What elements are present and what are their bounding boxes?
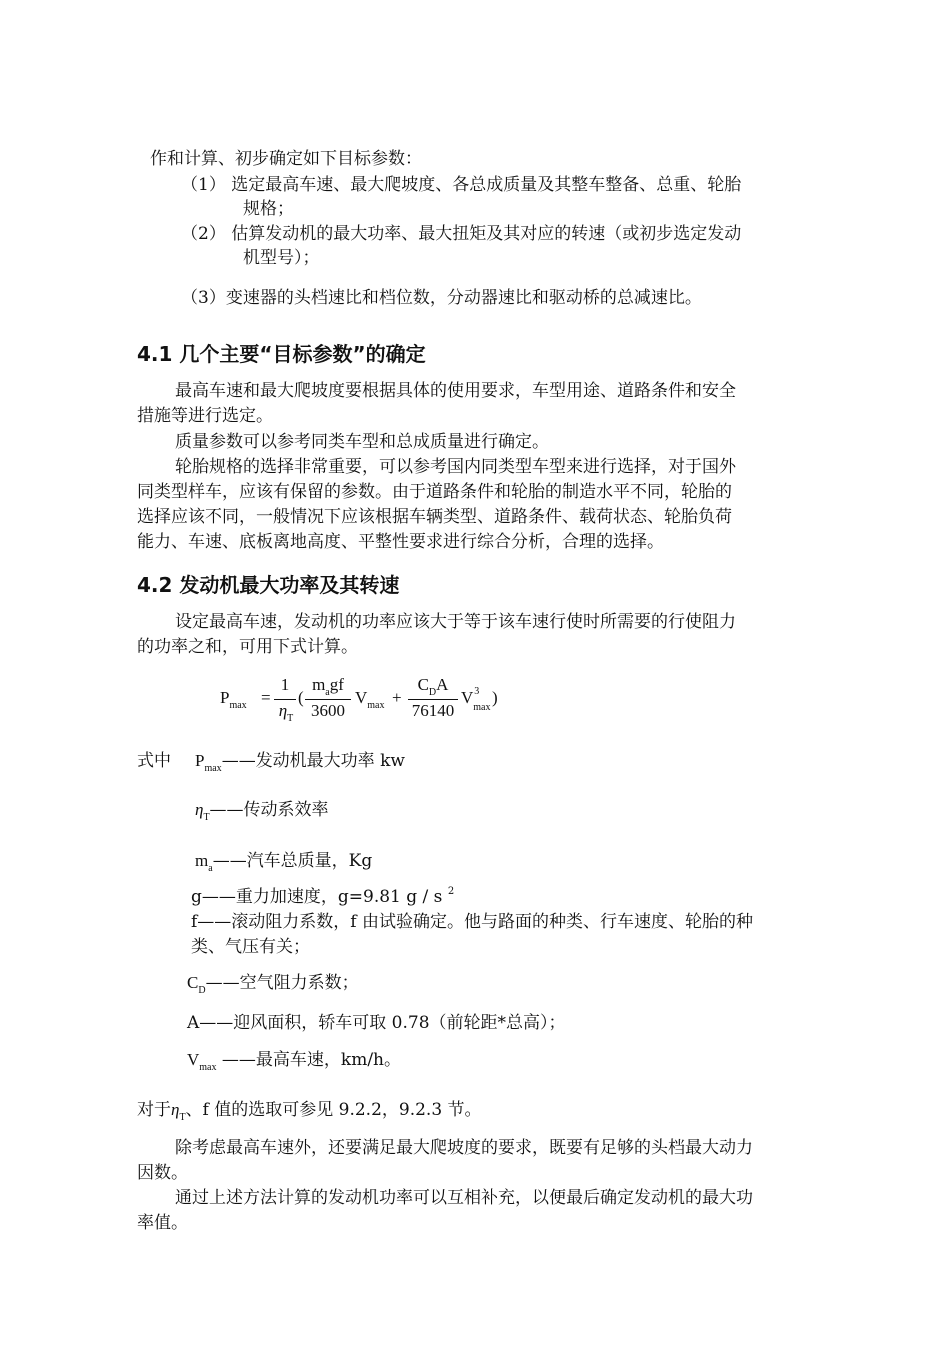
list-item-2-cont: 机型号）； [243,248,320,268]
formula-v: $V_{max}$ [355,688,385,711]
reference-line: 对于$\eta_T$、f 值的选取可参见 9.2.2，9.2.3 节。 [137,1100,482,1123]
def-eta: $\eta_T——$传动系效率 [195,800,329,823]
fraction-bar [274,699,296,700]
formula-rparen: ) [492,688,498,707]
fraction-2-num: $m_agf$ [312,675,344,698]
fraction-1-den: $\eta_T$ [278,701,294,724]
fraction-1-num: 1 [280,675,290,694]
definitions-label: 式中 [137,751,171,771]
paragraph: 通过上述方法计算的发动机功率可以互相补充，以便最后确定发动机的最大功 [175,1188,753,1208]
formula-plus: + [392,688,402,707]
def-ma: $m_a——$汽车总质量，Kg [195,851,373,874]
section-heading-4-2: 4.2 发动机最大功率及其转速 [137,573,400,597]
paragraph: 质量参数可以参考同类车型和总成质量进行确定。 [175,432,549,452]
fraction-3-num: $C_DA$ [417,675,449,698]
formula-v-cubed: V 3 max [461,686,491,713]
paragraph: 因数。 [137,1163,188,1183]
def-pmax: $P_{max}——$发动机最大功率 kw [195,751,405,774]
section-heading-4-1: 4.1 几个主要“目标参数”的确定 [137,342,426,366]
fraction-bar [408,699,458,700]
fraction-bar [305,699,351,700]
def-cd: $C_D——$空气阻力系数； [187,973,359,996]
list-item-1: （1） 选定最高车速、最大爬坡度、各总成质量及其整车整备、总重、轮胎 [181,175,742,195]
paragraph: 能力、车速、底板离地高度、平整性要求进行综合分析，合理的选择。 [137,532,664,552]
intro-line: 作和计算、初步确定如下目标参数： [150,149,422,169]
formula-lparen: ( [298,688,304,707]
paragraph: 率值。 [137,1213,188,1233]
def-a: A——迎风面积，轿车可取 0.78（前轮距*总高）； [187,1013,566,1033]
paragraph: 措施等进行选定。 [137,406,273,426]
paragraph: 设定最高车速，发动机的功率应该大于等于该车速行使时所需要的行使阻力 [175,612,736,632]
paragraph: 同类型样车，应该有保留的参数。由于道路条件和轮胎的制造水平不同，轮胎的 [137,482,732,502]
fraction-3-den: 76140 [411,701,455,720]
list-item-1-cont: 规格； [243,199,294,219]
list-item-3: （3）变速器的头档速比和档位数，分动器速比和驱动桥的总减速比。 [181,288,702,308]
list-item-2: （2） 估算发动机的最大功率、最大扭矩及其对应的转速（或初步选定发动 [181,224,742,244]
def-vmax: $V_{max}$ ——最高车速，km/h。 [187,1050,402,1073]
fraction-2-den: 3600 [311,701,345,720]
formula-p: $P_{max}$ [220,688,247,711]
paragraph: 的功率之和，可用下式计算。 [137,637,358,657]
paragraph: 选择应该不同，一般情况下应该根据车辆类型、道路条件、载荷状态、轮胎负荷 [137,507,732,527]
paragraph: 除考虑最高车速外，还要满足最大爬坡度的要求，既要有足够的头档最大动力 [175,1138,753,1158]
paragraph: 轮胎规格的选择非常重要，可以参考国内同类型车型来进行选择，对于国外 [175,457,736,477]
paragraph: 最高车速和最大爬坡度要根据具体的使用要求，车型用途、道路条件和安全 [175,381,736,401]
def-f: f——滚动阻力系数，f 由试验确定。他与路面的种类、行车速度、轮胎的种 [191,912,753,932]
def-f-cont: 类、气压有关； [191,937,310,957]
def-g: g——重力加速度，g=9.81 g / s $^2$ [191,886,455,907]
formula-eq: = [261,688,271,707]
